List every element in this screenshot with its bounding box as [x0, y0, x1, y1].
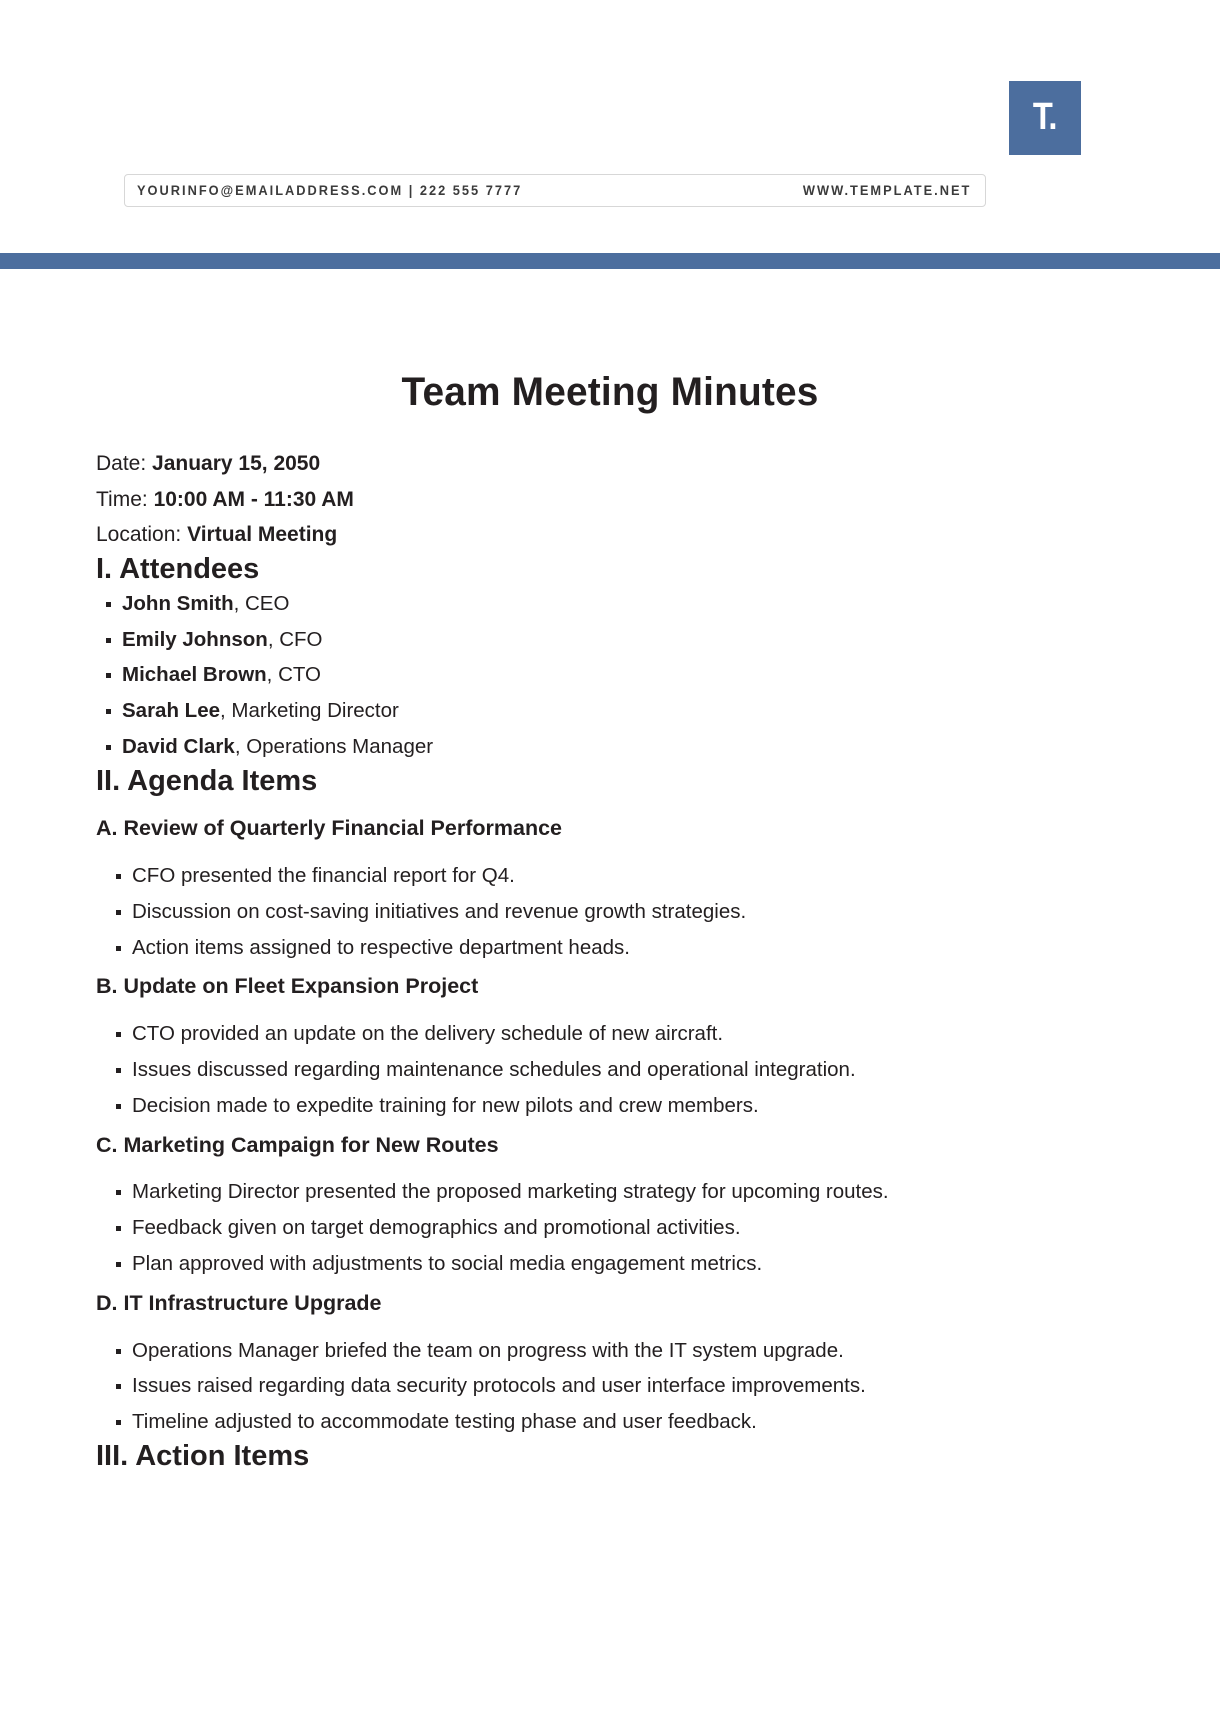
header-divider-rule: [0, 253, 1220, 269]
list-item: [96, 586, 1124, 622]
list-item: [96, 657, 1124, 693]
list-item: CTO provided an update on the delivery schedule of new aircraft.: [106, 1016, 1124, 1052]
meta-date-value: January 15, 2050: [152, 452, 321, 475]
document-body: [0, 269, 1220, 1473]
list-item: [96, 693, 1124, 729]
list-item: Decision made to expedite training for new pilots and crew members.: [106, 1088, 1124, 1124]
meta-location-label: Location:: [96, 523, 182, 546]
agenda-group-d: [96, 1291, 1124, 1440]
list-item: Feedback given on target demographics and promotional activities.: [106, 1210, 1124, 1246]
list-item: Marketing Director presented the proposed marketing strategy for upcoming routes.: [106, 1174, 1124, 1210]
agenda-subheading-c: C. Marketing Campaign for New Routes: [96, 1132, 499, 1157]
agenda-bullets-d: [96, 1333, 1124, 1440]
meta-time-label: Time:: [96, 487, 148, 511]
agenda-subheading-a: A. Review of Quarterly Financial Performance: [96, 816, 562, 841]
list-item: [96, 622, 1124, 658]
agenda-subheading-b: B. Update on Fleet Expansion Project: [96, 974, 479, 999]
attendee-name: John Smith: [122, 591, 234, 615]
attendee-name: David Clark: [122, 735, 235, 759]
list-item: CFO presented the financial report for Q4.: [106, 858, 1124, 894]
section-heading-attendees: I. Attendees: [96, 552, 260, 585]
contact-email-phone: YOURINFO@EMAILADDRESS.COM | 222 555 7777: [137, 183, 523, 198]
section-heading-action-items: III. Action Items: [96, 1439, 310, 1472]
list-item: Issues raised regarding data security protocols and user interface improvements.: [106, 1368, 1124, 1404]
list-item: Timeline adjusted to accommodate testing phase and user feedback.: [106, 1404, 1124, 1440]
contact-website: WWW.TEMPLATE.NET: [802, 183, 971, 198]
agenda-group-c: [96, 1133, 1124, 1282]
agenda-subheading-d: D. IT Infrastructure Upgrade: [96, 1290, 382, 1315]
contact-bar: [124, 174, 986, 207]
agenda-group-b: [96, 974, 1124, 1123]
meta-time-value: 10:00 AM - 11:30 AM: [153, 487, 354, 511]
agenda-bullets-a: [96, 858, 1124, 965]
attendee-role: , CTO: [266, 663, 321, 687]
attendee-role: , Operations Manager: [234, 735, 434, 759]
attendee-role: , CFO: [267, 627, 323, 651]
meta-date-label: Date:: [96, 452, 147, 475]
meta-date: [96, 446, 1124, 482]
attendee-role: , CEO: [233, 591, 290, 615]
attendees-list: [96, 586, 1124, 765]
agenda-bullets-b: [96, 1016, 1124, 1123]
agenda-group-a: [96, 816, 1124, 965]
page-header: [0, 0, 1220, 230]
meta-location-value: Virtual Meeting: [187, 523, 338, 546]
list-item: Discussion on cost-saving initiatives and revenue growth strategies.: [106, 894, 1124, 930]
brand-logo: [1009, 81, 1081, 155]
list-item: [96, 729, 1124, 765]
list-item: Action items assigned to respective department heads.: [106, 930, 1124, 966]
attendee-role: , Marketing Director: [220, 699, 399, 723]
page-title: Team Meeting Minutes: [401, 370, 819, 414]
section-heading-agenda: II. Agenda Items: [96, 764, 318, 797]
list-item: Plan approved with adjustments to social media engagement metrics.: [106, 1246, 1124, 1282]
meta-time: [96, 482, 1124, 518]
meeting-meta: [96, 446, 1124, 553]
list-item: Operations Manager briefed the team on progress with the IT system upgrade.: [106, 1333, 1124, 1369]
list-item: Issues discussed regarding maintenance schedules and operational integration.: [106, 1052, 1124, 1088]
attendee-name: Sarah Lee: [122, 699, 220, 723]
attendee-name: Emily Johnson: [122, 627, 268, 651]
meta-location: [96, 517, 1124, 553]
logo-text: T.: [1033, 96, 1057, 138]
agenda-bullets-c: [96, 1174, 1124, 1281]
attendee-name: Michael Brown: [122, 663, 267, 687]
